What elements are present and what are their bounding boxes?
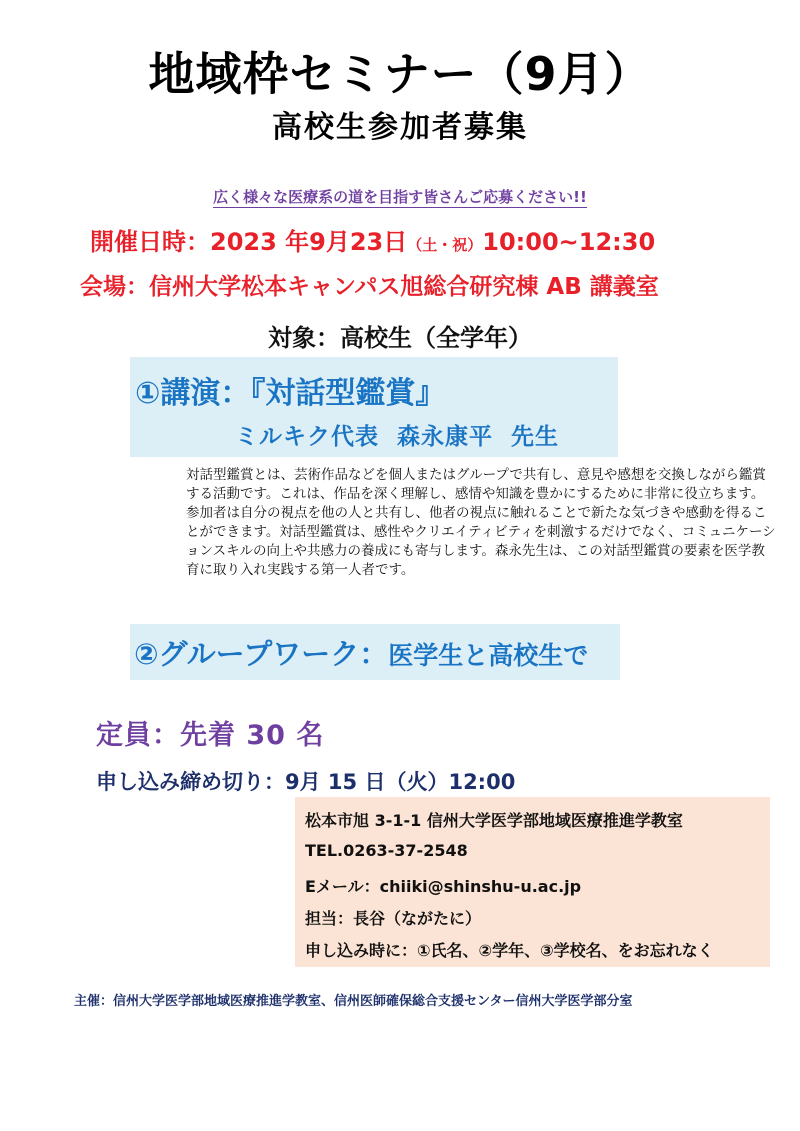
group-work-title <box>134 632 588 673</box>
contact-tel: TEL.0263-37-2548 <box>305 841 468 860</box>
page-subtitle: 高校生参加者募集 <box>272 110 528 145</box>
organizer: 主催：信州大学医学部地域医療推進学教室、信州医師確保総合支援センター信州大学医学部分室 <box>74 994 633 1009</box>
event-target: 対象：高校生（全学年） <box>268 324 532 352</box>
tagline <box>0 186 800 207</box>
datetime-label: 開催日時： <box>90 228 210 256</box>
contact-address: 松本市旭 3-1-1 信州大学医学部地域医療推進学教室 <box>305 811 683 830</box>
lecturer-org: ミルキク代表 <box>235 424 379 450</box>
contact-person: 担当：長谷（ながたに） <box>305 909 482 928</box>
event-datetime <box>90 222 655 257</box>
contact-note: 申し込み時に：①氏名、②学年、③学校名、をお忘れなく <box>305 941 714 960</box>
capacity: 定員：先着 30 名 <box>96 720 325 751</box>
deadline: 申し込み締め切り：9月 15 日（火）12:00 <box>96 770 516 794</box>
lecture-description: 対話型鑑賞とは、芸術作品などを個人またはグループで共有し、意見や感想を交換しながら鑑賞する活動です。これは、作品を深く理解し、感情や知識を豊かにするために非常に役立ちます。参加者は自分の視点を他の人と共有し、他者の視点に触れることで新たな気づきや感動を得ることができます。対話型鑑賞は、感性やクリエイティビティを刺激するだけでなく、コミュニケーションスキルの向上や共感力の養成にも寄与します。森永先生は、この対話型鑑賞の要素を医学教育に取り入れ実践する第一人者です。 <box>186 467 776 578</box>
group-work-label: ②グループワーク： <box>134 637 389 671</box>
contact-email: Eメール：chiiki@shinshu-u.ac.jp <box>305 877 582 896</box>
lecture-title: ①講演：『対話型鑑賞』 <box>135 376 446 411</box>
lecturer-name: 森永康平 <box>397 424 493 450</box>
tagline-text: 広く様々な医療系の道を目指す皆さんご応募ください!! <box>213 188 587 206</box>
page-title: 地域枠セミナー（9月） <box>148 47 652 101</box>
event-date: 2023 年9月23日 <box>210 228 408 256</box>
lecturer <box>235 418 559 451</box>
event-day-note: （土・祝） <box>407 236 483 254</box>
event-venue: 会場：信州大学松本キャンパス旭総合研究棟 AB 講義室 <box>80 274 659 300</box>
group-work-subtitle: 医学生と高校生で <box>388 641 589 670</box>
event-time: 10:00~12:30 <box>482 228 656 256</box>
lecturer-title: 先生 <box>511 424 559 450</box>
